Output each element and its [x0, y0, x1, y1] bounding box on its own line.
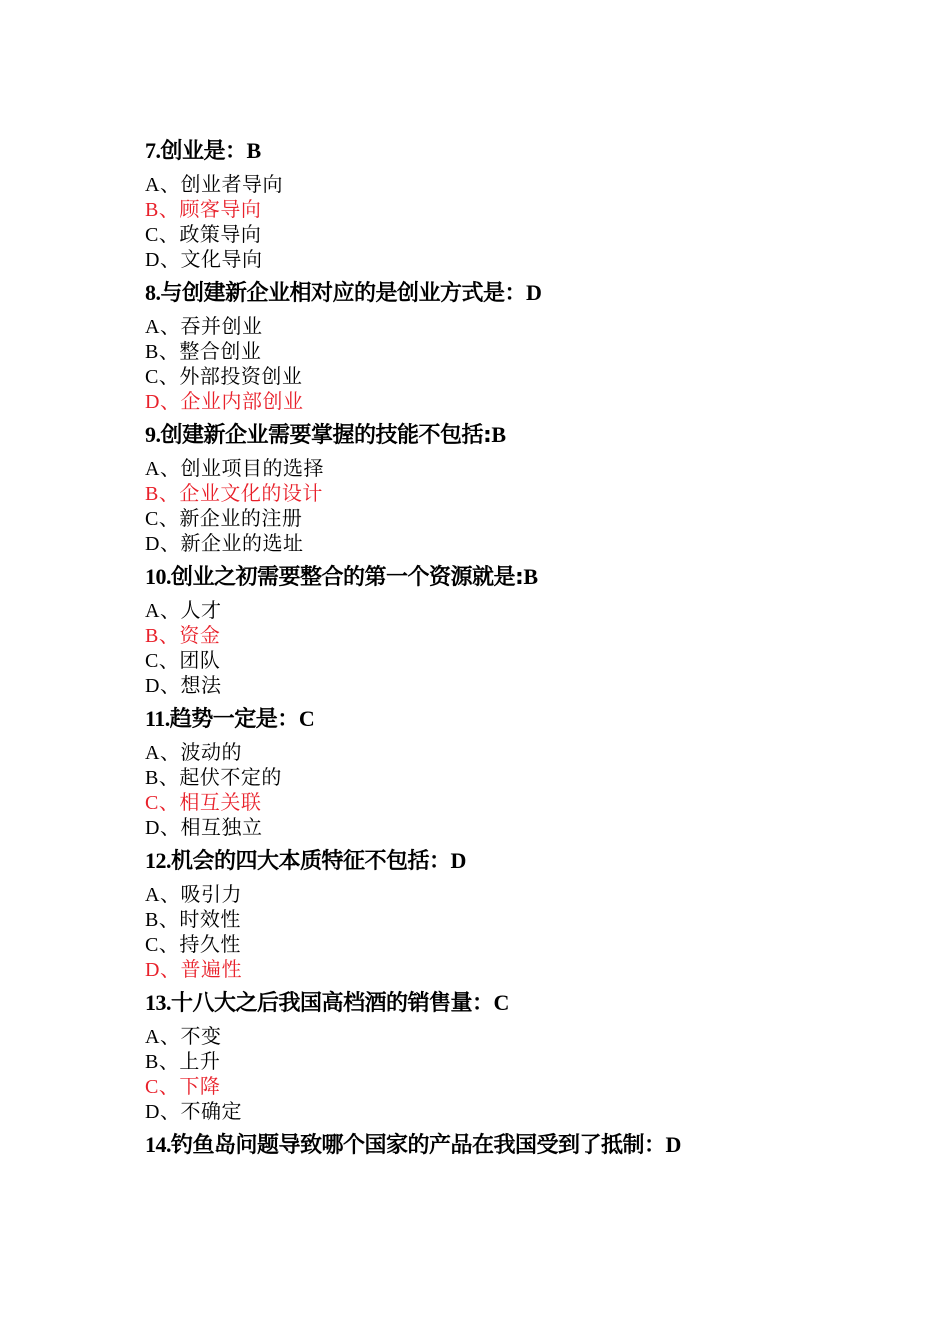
quiz-page: [145, 134, 925, 1162]
question-title: 13.十八大之后我国高档酒的销售量：C: [145, 990, 509, 1016]
option-a: A、吸引力: [145, 882, 242, 906]
options-list: [145, 456, 925, 556]
question-7: [145, 134, 925, 272]
option-c: C、外部投资创业: [145, 364, 303, 388]
option-a: A、创业项目的选择: [145, 456, 324, 480]
answer-key: B: [523, 564, 538, 589]
options-list: [145, 172, 925, 272]
option-b-correct: B、企业文化的设计: [145, 481, 323, 505]
option-d: D、相互独立: [145, 815, 263, 839]
options-list: [145, 882, 925, 982]
option-d: D、文化导向: [145, 247, 263, 271]
answer-key: B: [246, 138, 261, 163]
answer-key: C: [298, 706, 315, 731]
options-list: [145, 740, 925, 840]
options-list: [145, 598, 925, 698]
question-title: 7.创业是：B: [145, 138, 261, 164]
question-13: [145, 986, 925, 1124]
answer-key: D: [665, 1132, 681, 1157]
question-8: [145, 276, 925, 414]
option-a: A、波动的: [145, 740, 242, 764]
option-b: B、时效性: [145, 907, 241, 931]
option-d-correct: D、普遍性: [145, 957, 242, 981]
option-c: C、新企业的注册: [145, 506, 303, 530]
option-d: D、不确定: [145, 1099, 242, 1123]
question-11: [145, 702, 925, 840]
answer-key: C: [493, 990, 509, 1015]
question-title: 12.机会的四大本质特征不包括：D: [145, 848, 466, 874]
option-a: A、吞并创业: [145, 314, 263, 338]
option-a: A、不变: [145, 1024, 222, 1048]
question-title: 8.与创建新企业相对应的是创业方式是：D: [145, 280, 542, 306]
question-title: 11.趋势一定是：C: [145, 706, 315, 732]
question-title: 10.创业之初需要整合的第一个资源就是:B: [145, 564, 538, 590]
question-title: 14.钓鱼岛问题导致哪个国家的产品在我国受到了抵制：D: [145, 1132, 681, 1158]
option-a: A、创业者导向: [145, 172, 283, 196]
option-c-correct: C、下降: [145, 1074, 221, 1098]
answer-key: B: [491, 422, 506, 447]
options-list: [145, 1024, 925, 1124]
answer-key: D: [526, 280, 542, 305]
option-c-correct: C、相互关联: [145, 790, 262, 814]
question-14: [145, 1128, 925, 1162]
options-list: [145, 314, 925, 414]
question-title: 9.创建新企业需要掌握的技能不包括:B: [145, 422, 506, 448]
option-b-correct: B、资金: [145, 623, 221, 647]
option-b: B、整合创业: [145, 339, 262, 363]
option-d: D、新企业的选址: [145, 531, 304, 555]
option-a: A、人才: [145, 598, 222, 622]
question-12: [145, 844, 925, 982]
option-d: D、想法: [145, 673, 222, 697]
option-d-correct: D、企业内部创业: [145, 389, 304, 413]
option-b-correct: B、顾客导向: [145, 197, 262, 221]
question-9: [145, 418, 925, 556]
option-b: B、上升: [145, 1049, 221, 1073]
option-c: C、政策导向: [145, 222, 262, 246]
option-c: C、团队: [145, 648, 221, 672]
option-c: C、持久性: [145, 932, 241, 956]
answer-key: D: [450, 848, 466, 873]
option-b: B、起伏不定的: [145, 765, 282, 789]
question-10: [145, 560, 925, 698]
